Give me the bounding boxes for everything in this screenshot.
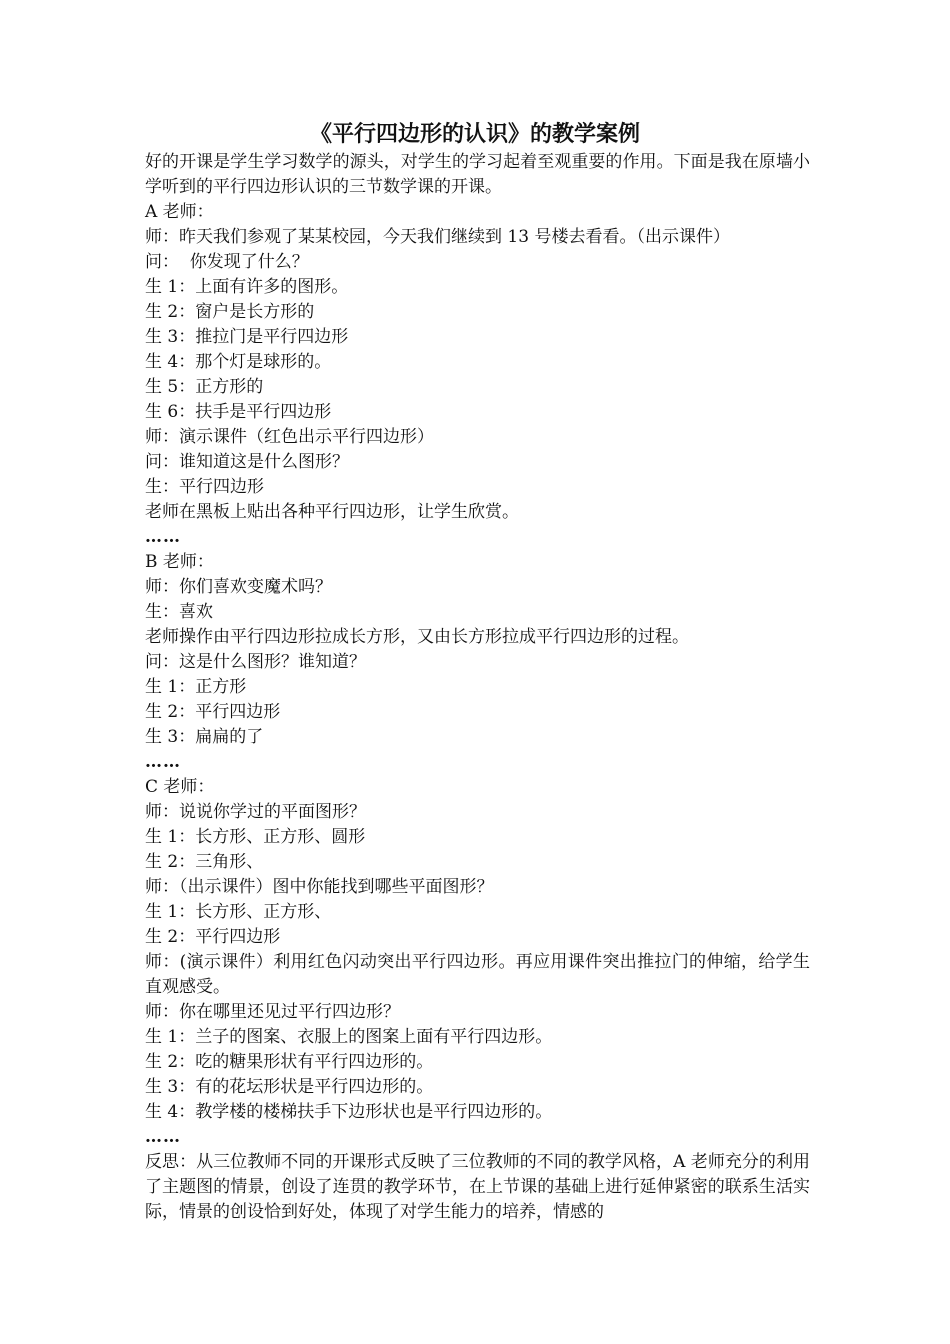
dialogue-line: 生 5：正方形的: [145, 377, 264, 397]
dialogue-line: 生 2：三角形、: [145, 852, 264, 872]
dialogue-line: 生：喜欢: [145, 602, 213, 622]
dialogue-line: 师：说说你学过的平面图形？: [145, 802, 366, 822]
dialogue-line: 生 2：平行四边形: [145, 927, 281, 947]
reflection-paragraph: 反思：从三位教师不同的开课形式反映了三位教师的不同的教学风格，A 老师充分的利用了主题图的情景，创设了连贯的教学环节，在上节课的基础上进行延伸紧密的联系生活实际，情景的创设恰到好处，体现了对学生能力的培养，情感的: [145, 1152, 810, 1222]
ellipsis: ……: [145, 752, 181, 772]
dialogue-line: 生 2：吃的糖果形状有平行四边形的。: [145, 1052, 434, 1072]
dialogue-line: 老师操作由平行四边形拉成长方形，又由长方形拉成平行四边形的过程。: [145, 627, 689, 647]
dialogue-line: 生 1：上面有许多的图形。: [145, 277, 349, 297]
dialogue-line: 生 1：正方形: [145, 677, 247, 697]
dialogue-line: 生 3：有的花坛形状是平行四边形的。: [145, 1077, 434, 1097]
section-c-heading: C 老师：: [145, 777, 215, 797]
dialogue-line: 问：这是什么图形？谁知道？: [145, 652, 366, 672]
dialogue-line: 师：你们喜欢变魔术吗？: [145, 577, 332, 597]
dialogue-line: 生 3：推拉门是平行四边形: [145, 327, 349, 347]
dialogue-line: 生 1：长方形、正方形、圆形: [145, 827, 366, 847]
dialogue-line: 师：你在哪里还见过平行四边形？: [145, 1002, 400, 1022]
dialogue-line: 师：昨天我们参观了某某校园，今天我们继续到 13 号楼去看看。（出示课件）: [145, 227, 730, 247]
dialogue-line: 生 3：扁扁的了: [145, 727, 264, 747]
document-body: [145, 150, 810, 1225]
ellipsis: ……: [145, 1127, 181, 1147]
dialogue-line: 老师在黑板上贴出各种平行四边形，让学生欣赏。: [145, 502, 519, 522]
dialogue-line: 生 4：那个灯是球形的。: [145, 352, 332, 372]
dialogue-line: 问：谁知道这是什么图形？: [145, 452, 349, 472]
dialogue-line: 生 2：平行四边形: [145, 702, 281, 722]
dialogue-line: 问： 你发现了什么？: [145, 252, 309, 272]
intro-paragraph: 好的开课是学生学习数学的源头，对学生的学习起着至观重要的作用。下面是我在原墙小学听到的平行四边形认识的三节数学课的开课。: [145, 152, 810, 197]
dialogue-line: 生 6：扶手是平行四边形: [145, 402, 332, 422]
document-title: 《平行四边形的认识》的教学案例: [309, 122, 640, 147]
dialogue-line: 师：（出示课件）图中你能找到哪些平面图形？: [145, 877, 494, 897]
section-a-heading: A 老师：: [145, 202, 214, 222]
dialogue-line: 生：平行四边形: [145, 477, 264, 497]
ellipsis: ……: [145, 527, 181, 547]
dialogue-line: 师：演示课件（红色出示平行四边形）: [145, 427, 434, 447]
dialogue-line: 生 4：教学楼的楼梯扶手下边形状也是平行四边形的。: [145, 1102, 553, 1122]
dialogue-line: 生 1：兰子的图案、衣服上的图案上面有平行四边形。: [145, 1027, 553, 1047]
dialogue-line: 生 2：窗户是长方形的: [145, 302, 315, 322]
section-b-heading: B 老师：: [145, 552, 214, 572]
dialogue-line: 生 1：长方形、正方形、: [145, 902, 332, 922]
dialogue-paragraph: 师：(演示课件）利用红色闪动突出平行四边形。再应用课件突出推拉门的伸缩，给学生直观感受。: [145, 952, 810, 997]
